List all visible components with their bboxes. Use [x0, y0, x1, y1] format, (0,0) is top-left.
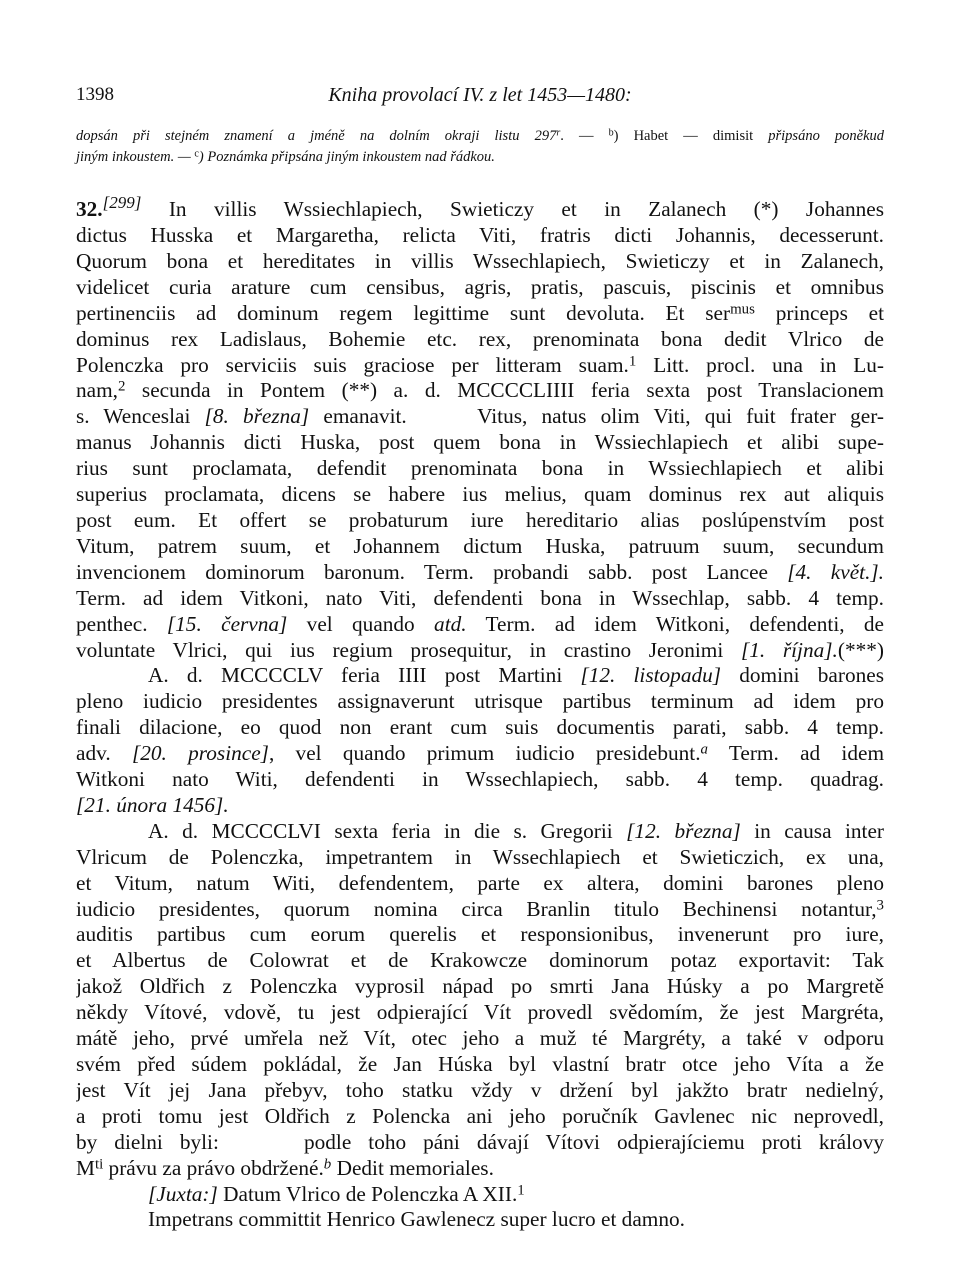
line-text: voluntate Vlrici, qui ius regium prosequitur, in crastino Jeronimi — [76, 637, 741, 662]
line-text: s. Wenceslai — [76, 404, 205, 429]
line-text: domini barones — [721, 663, 884, 688]
running-title: Kniha provolací IV. z let 1453—1480: — [328, 84, 632, 106]
line-text: nam, — [76, 378, 118, 403]
line-text: Datum Vlrico de Polenczka A XII. — [217, 1181, 518, 1206]
editorial-date: [4. květ.]. — [787, 559, 884, 584]
text-line: auditis partibus cum eorum querelis et responsionibus, invenerunt pro iure, — [76, 922, 884, 947]
text-line: manus Johannis dicti Huska, post quem bona in Wssiechlapiech et alibi supe- — [76, 430, 884, 455]
text-line — [76, 638, 884, 664]
line-text: Term. ad idem — [708, 741, 884, 766]
text-line — [76, 1182, 884, 1208]
line-text: invencionem dominorum baronum. Term. probandi sabb. post Lancee — [76, 559, 788, 584]
text-line — [76, 793, 884, 819]
line-text: vel quando — [287, 611, 435, 636]
footnote-line — [76, 126, 884, 147]
document-page — [76, 80, 884, 1233]
text-line: Vitum, patrem suum, et Johannem dictum Huska, patruum suum, secundum — [76, 533, 884, 558]
superscript: mus — [730, 301, 755, 318]
text-line: dictus Husska et Margaretha, relicta Viti, fratris dicti Johannis, decesserunt. — [76, 223, 884, 247]
text-line: Impetrans committit Henrico Gawlenecz super lucro et damno. — [148, 1207, 685, 1232]
text-line: finali dilacione, eo quod non erant cum suis documentis parati, sabb. 4 temp. — [76, 715, 884, 740]
text-line — [76, 404, 884, 430]
line-text: secunda in Pontem (**) a. d. MCCCCLIIII feria sexta post Translacionem — [125, 378, 884, 403]
line-text: A. d. MCCCCLV feria IIII post Martini — [148, 663, 581, 688]
footnote-text: ) Poznámka připsána jiným inkoustem nad řádkou. — [198, 149, 495, 165]
editorial-note: atd. — [434, 611, 467, 636]
text-line — [76, 663, 884, 689]
footnote-marker: a — [700, 741, 708, 758]
editorial-date: [1. října]. — [740, 637, 838, 662]
footnote-line — [76, 147, 884, 168]
line-text: právu za právo obdržené. — [103, 1155, 324, 1180]
text-line — [76, 1156, 884, 1182]
text-line — [76, 897, 884, 923]
text-line: jakož Oldřich z Polenczka vyprosil nápad po smrti Jana Húsky a po Margretě — [76, 974, 884, 999]
text-line: by dielni byli: podle toho páni dávají Vítovi odpierajíciemu proti královy — [76, 1129, 884, 1154]
text-line — [76, 190, 884, 223]
footnote-sup: r — [556, 127, 561, 139]
footnote-marker: 2 — [118, 378, 126, 395]
line-text: , vel quando primum iudicio presidebunt. — [268, 741, 701, 766]
line-text: M — [76, 1155, 95, 1180]
footnote-text: . — — [560, 128, 609, 144]
text-line — [76, 741, 884, 767]
footnote-marker: b — [323, 1155, 332, 1172]
line-text: in causa inter — [740, 818, 884, 843]
line-text: iudicio presidentes, quorum nomina circa Branlin titulo Bechinensi notantur, — [76, 896, 877, 921]
text-line: svém před súdem pokládal, že Jan Húska byl vlastní bratr otce jeho Víta a že — [76, 1052, 884, 1076]
text-line — [76, 301, 884, 327]
footnote-marker: 1 — [517, 1181, 525, 1198]
text-line — [76, 353, 884, 379]
line-text: penthec. — [76, 611, 167, 636]
text-line: jest Vít jej Jana přebyv, toho statku vždy v držení byl jakžto bratr nedielný, — [76, 1077, 884, 1102]
editorial-date: [12. listopadu] — [580, 663, 722, 688]
line-text: Litt. procl. una in Lu- — [636, 352, 884, 377]
text-line: Vlricum de Polenczka, impetrantem in Wssechlapiech et Swieticzich, ex una, — [76, 844, 884, 869]
footnote-text: ) Habet — dimisit — [613, 128, 769, 144]
footnotes — [76, 126, 884, 168]
footnote-marker: 3 — [876, 896, 884, 913]
footnote-text: dopsán při stejném znamení a jméně na dolním okraji listu 297 — [76, 128, 557, 144]
line-text: adv. — [76, 741, 132, 766]
text-line: rius sunt proclamata, defendit prenominata bona in Wssiechlapiech et alibi — [76, 456, 884, 481]
superscript: ti — [94, 1155, 104, 1172]
footnote-text: jiným inkoustem. — — [76, 149, 195, 165]
text-line: mátě jeho, prvé umřela než Vít, otec jeho a muž té Margréty, a také v odporu — [76, 1026, 884, 1051]
editorial-date: [8. března] — [204, 404, 310, 429]
line-text: (***) — [837, 637, 884, 662]
text-line — [76, 612, 884, 638]
text-line: dominus rex Ladislaus, Bohemie etc. rex, prenominata bona dedit Vlrico de — [76, 326, 884, 351]
text-line: pleno iudicio presidentes assignaverunt utrisque partibus terminum ad idem pro — [76, 689, 884, 714]
text-line: a proti tomu jest Oldřich z Polencka ani jeho poručník Gavlenec nic neprovedl, — [76, 1103, 884, 1128]
line-text: princeps et — [754, 300, 884, 325]
entry-32 — [76, 190, 884, 1233]
folio-reference: [299] — [102, 193, 142, 212]
footnote-marker: c — [194, 148, 199, 160]
text-line: někdy Vítové, vdově, tu jest odpierající Vít provedl svědomím, že jest Margréta, — [76, 1000, 884, 1025]
text-line: et Vitum, natum Witi, defendentem, parte ex altera, domini barones pleno — [76, 870, 884, 895]
footnote-marker: 1 — [628, 352, 637, 369]
text-line — [76, 560, 884, 586]
editorial-date: [21. února 1456]. — [76, 792, 229, 817]
text-line — [76, 819, 884, 845]
line-text: Dedit memoriales. — [331, 1155, 494, 1180]
line-text: Term. ad idem Witkoni, defendenti, de — [466, 611, 884, 636]
text-line: Term. ad idem Vitkoni, nato Viti, defendenti bona in Wssechlap, sabb. 4 temp. — [76, 585, 884, 610]
footnote-marker: b — [608, 127, 614, 139]
text-line: Witkoni nato Witi, defendenti in Wssechlapiech, sabb. 4 temp. quadrag. — [76, 767, 884, 792]
line-text: emanavit. Vitus, natus olim Viti, qui fuit frater ger- — [309, 404, 884, 429]
text-line: et Albertus de Colowrat et de Krakowcze dominorum potaz exportavit: Tak — [76, 948, 884, 973]
entry-number: 32. — [76, 197, 103, 222]
line-text: In villis Wssiechlapiech, Swieticzy et in Zalanech (*) Johannes — [141, 197, 884, 222]
text-line — [76, 378, 884, 404]
line-text: Polenczka pro serviciis suis graciose per litteram suam. — [76, 352, 629, 377]
editorial-note: [Juxta:] — [148, 1181, 218, 1206]
editorial-date: [12. března] — [626, 818, 741, 843]
text-line: Quorum bona et hereditates in villis Wssechlapiech, Swieticzy et in Zalanech, — [76, 248, 884, 273]
text-line: videlicet curia arature cum censibus, agris, pratis, pascuis, piscinis et omnibus — [76, 274, 884, 299]
page-header — [76, 80, 884, 112]
line-text: pertinenciis ad dominum regem legittime sunt devoluta. Et ser — [76, 300, 731, 325]
text-line: superius proclamata, dicens se habere ius melius, quam dominus rex aut aliquis — [76, 482, 884, 507]
footnote-text: připsáno poněkud — [768, 128, 885, 144]
editorial-date: [15. června] — [166, 611, 288, 636]
editorial-date: [20. prosince] — [131, 741, 269, 766]
page-number: 1398 — [76, 84, 114, 105]
text-line: post eum. Et offert se probaturum iure hereditario alias poslúpenstvím post — [76, 507, 884, 532]
line-text: A. d. MCCCCLVI sexta feria in die s. Gregorii — [148, 818, 627, 843]
